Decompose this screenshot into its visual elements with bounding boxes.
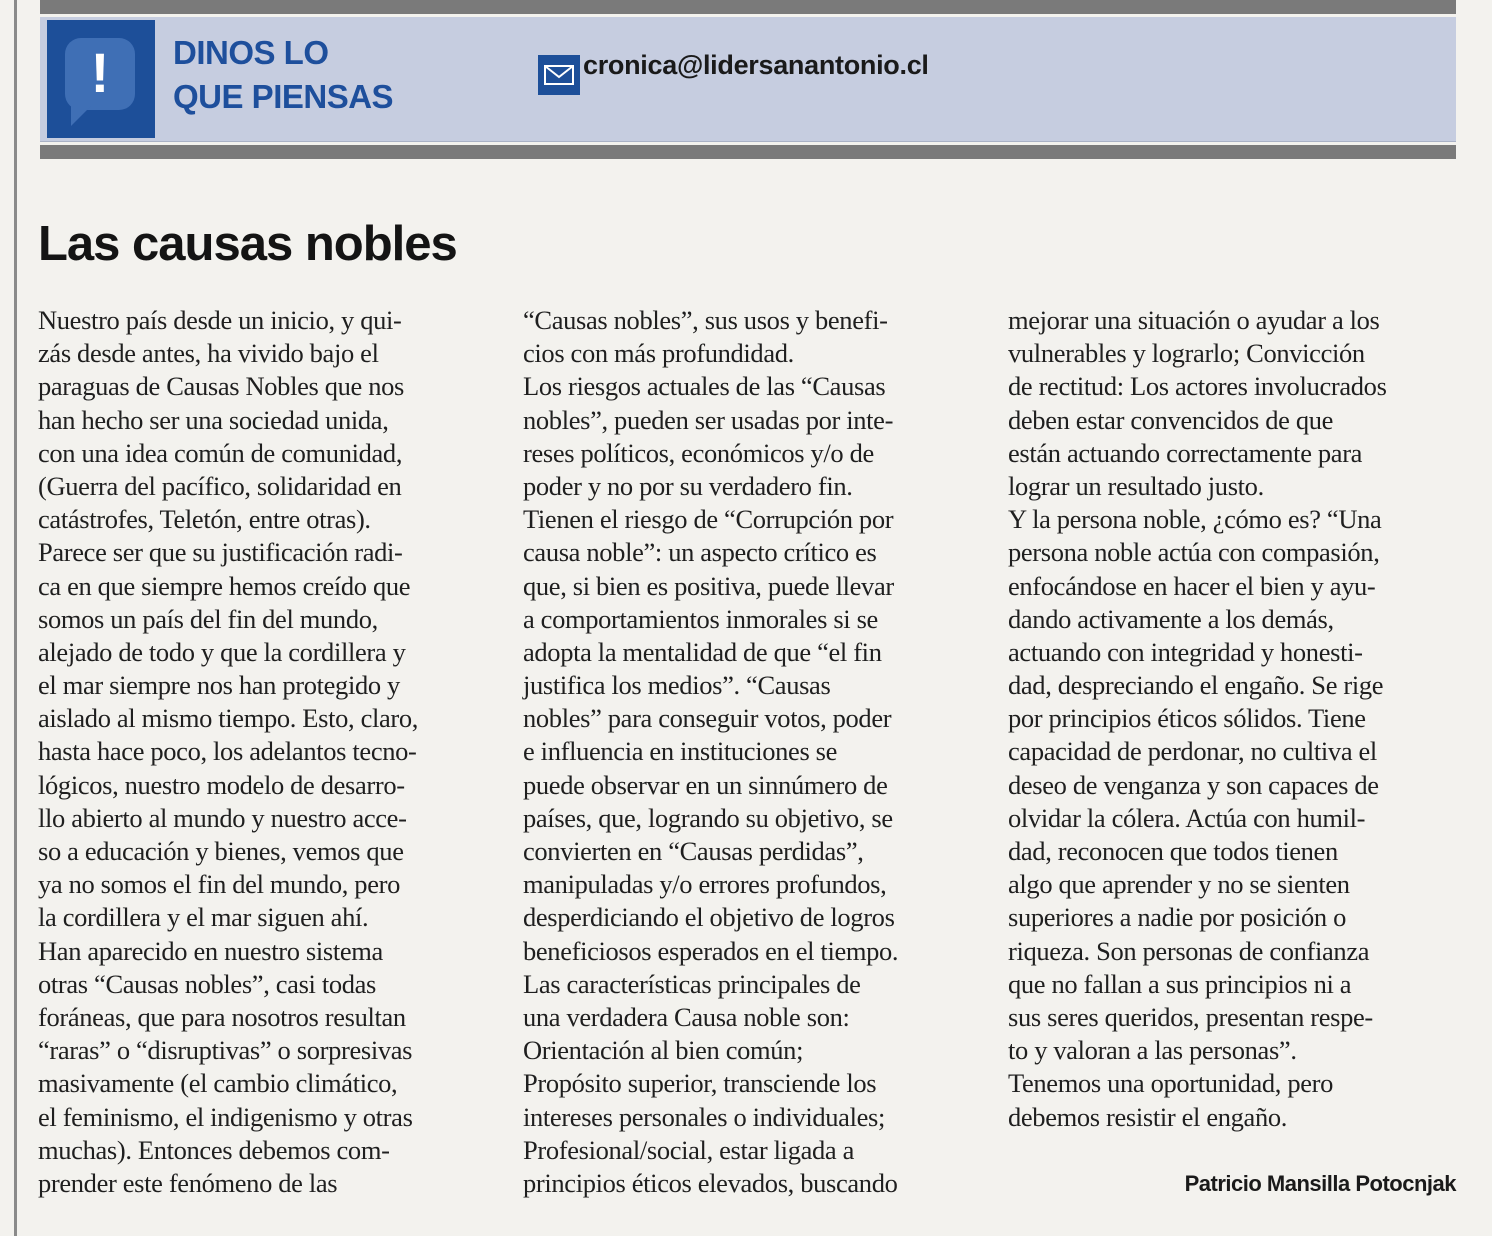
article-text-line: Han aparecido en nuestro sistema [38, 935, 383, 966]
article-text-line: principios éticos elevados, buscando [523, 1167, 898, 1198]
article-column-3 [1008, 304, 1468, 1134]
banner-title [173, 31, 393, 119]
article-text-line: han hecho ser una sociedad unida, [38, 404, 389, 435]
article-text-line: riqueza. Son personas de confianza [1008, 935, 1370, 966]
article-text-line: intereses personales o individuales; [523, 1101, 885, 1132]
article-text-line: persona noble actúa con compasión, [1008, 537, 1380, 568]
article-text-line: otras “Causas nobles”, casi todas [38, 968, 377, 999]
article-text-line: enfocándose en hacer el bien y ayu- [1008, 570, 1376, 601]
article-text-line: que no fallan a sus principios ni a [1008, 968, 1352, 999]
article-text-line: catástrofes, Teletón, entre otras). [38, 504, 371, 535]
article-text-line: convierten en “Causas perdidas”, [523, 836, 864, 866]
article-text-line: beneficiosos esperados en el tiempo. [523, 935, 899, 966]
article-text-line: Tenemos una oportunidad, pero [1008, 1068, 1334, 1099]
article-text-line: adopta la mentalidad de que “el fin [523, 636, 882, 667]
article-text-line: con una idea común de comunidad, [38, 437, 403, 468]
banner-title-line-1: DINOS LO [173, 34, 329, 71]
article-text-line: aislado al mismo tiempo. Esto, claro, [38, 703, 419, 734]
article-text-line: muchas). Entonces debemos com- [38, 1134, 390, 1165]
article-text-line: por principios éticos sólidos. Tiene [1008, 703, 1366, 734]
article-text-line: actuando con integridad y honesti- [1008, 636, 1363, 667]
article-text-line: llo abierto al mundo y nuestro acce- [38, 802, 407, 833]
article-text-line: paraguas de Causas Nobles que nos [38, 371, 404, 402]
article-text-line: foráneas, que para nosotros resultan [38, 1001, 406, 1032]
article-text-line: “raras” o “disruptivas” o sorpresivas [38, 1035, 413, 1066]
article-text-line: Y la persona noble, ¿cómo es? “Una [1008, 504, 1382, 535]
article-title: Las causas nobles [38, 217, 457, 271]
article-text-line: puede observar en un sinnúmero de [523, 769, 888, 800]
article-text-line: vulnerables y lograrlo; Convicción [1008, 338, 1365, 369]
article-text-line: ya no somos el fin del mundo, pero [38, 869, 400, 900]
article-author: Patricio Mansilla Potocnjak [1184, 1171, 1456, 1196]
exclamation-mark-glyph: ! [90, 41, 110, 104]
article-column-2 [523, 304, 983, 1200]
article-text-line: Profesional/social, estar ligada a [523, 1134, 855, 1165]
article-text-line: nobles”, pueden ser usadas por inte- [523, 404, 894, 435]
article-text-line: capacidad de perdonar, no cultiva el [1008, 736, 1377, 767]
envelope-icon [538, 55, 580, 95]
article-text-line: cios con más profundidad. [523, 338, 794, 369]
article-text-line: deben estar convencidos de que [1008, 404, 1334, 435]
article-text-line: “Causas nobles”, sus usos y benefi- [523, 305, 888, 335]
article-text-line: dad, reconocen que todos tienen [1008, 836, 1338, 866]
article-text-line: somos un país del fin del mundo, [38, 603, 378, 634]
article-text-line: (Guerra del pacífico, solidaridad en [38, 470, 402, 501]
article-text-line: lograr un resultado justo. [1008, 470, 1264, 501]
article-text-line: deseo de venganza y son capaces de [1008, 769, 1379, 800]
left-column-rule [14, 0, 17, 1236]
article-text-line: la cordillera y el mar siguen ahí. [38, 902, 369, 933]
article-text-line: Nuestro país desde un inicio, y qui- [38, 305, 402, 335]
article-text-line: sus seres queridos, presentan respe- [1008, 1001, 1373, 1032]
article-text-line: zás desde antes, ha vivido bajo el [38, 338, 379, 369]
article-text-line: so a educación y bienes, vemos que [38, 836, 404, 866]
exclamation-speech-bubble-icon [47, 20, 155, 138]
article-text-line: justifica los medios”. “Causas [523, 670, 831, 701]
article-text-line: superiores a nadie por posición o [1008, 902, 1347, 933]
article-text-line: lógicos, nuestro modelo de desarro- [38, 769, 405, 800]
article-text-line: Tienen el riesgo de “Corrupción por [523, 504, 894, 535]
article-text-line: países, que, logrando su objetivo, se [523, 802, 893, 833]
article-text-line: nobles” para conseguir votos, poder [523, 703, 892, 734]
article-text-line: reses políticos, económicos y/o de [523, 437, 874, 468]
article-text-line: algo que aprender y no se sienten [1008, 869, 1350, 900]
article-text-line: mejorar una situación o ayudar a los [1008, 305, 1380, 335]
reader-feedback-banner [40, 17, 1456, 142]
article-text-line: que, si bien es positiva, puede llevar [523, 570, 894, 601]
article-text-line: una verdadera Causa noble son: [523, 1001, 850, 1032]
article-text-line: están actuando correctamente para [1008, 437, 1363, 468]
article-text-line: alejado de todo y que la cordillera y [38, 636, 406, 667]
article-text-line: hasta hace poco, los adelantos tecno- [38, 736, 417, 767]
header-top-bar [40, 0, 1456, 14]
article-text-line: prender este fenómeno de las [38, 1167, 338, 1198]
article-text-line: Propósito superior, transciende los [523, 1068, 877, 1099]
article-text-line: olvidar la cólera. Actúa con humil- [1008, 802, 1366, 833]
article-text-line: el mar siempre nos han protegido y [38, 670, 400, 701]
article-text-line: desperdiciando el objetivo de logros [523, 902, 895, 933]
article-text-line: Parece ser que su justificación radi- [38, 537, 403, 568]
article-text-line: de rectitud: Los actores involucrados [1008, 371, 1387, 402]
article-text-line: dando activamente a los demás, [1008, 603, 1334, 634]
article-text-line: dad, despreciando el engaño. Se rige [1008, 670, 1384, 701]
article-text-line: ca en que siempre hemos creído que [38, 570, 411, 601]
article-text-line: Orientación al bien común; [523, 1035, 804, 1066]
article-text-line: el feminismo, el indigenismo y otras [38, 1101, 413, 1132]
article-text-line: e influencia en instituciones se [523, 736, 838, 767]
article-text-line: Los riesgos actuales de las “Causas [523, 371, 886, 402]
article-text-line: to y valoran a las personas”. [1008, 1035, 1297, 1066]
article-text-line: masivamente (el cambio climático, [38, 1068, 398, 1099]
article-text-line: a comportamientos inmorales si se [523, 603, 878, 634]
article-text-line: causa noble”: un aspecto crítico es [523, 537, 877, 568]
speech-bubble-tail [71, 106, 91, 126]
article-text-line: Las características principales de [523, 968, 861, 999]
banner-title-line-2: QUE PIENSAS [173, 78, 394, 115]
article-text-line: debemos resistir el engaño. [1008, 1101, 1288, 1132]
header-bottom-bar [40, 145, 1456, 159]
article-column-1 [38, 304, 498, 1200]
article-text-line: manipuladas y/o errores profundos, [523, 869, 887, 900]
contact-email-link[interactable]: cronica@lidersanantonio.cl [583, 50, 929, 80]
article-text-line: poder y no por su verdadero fin. [523, 470, 853, 501]
